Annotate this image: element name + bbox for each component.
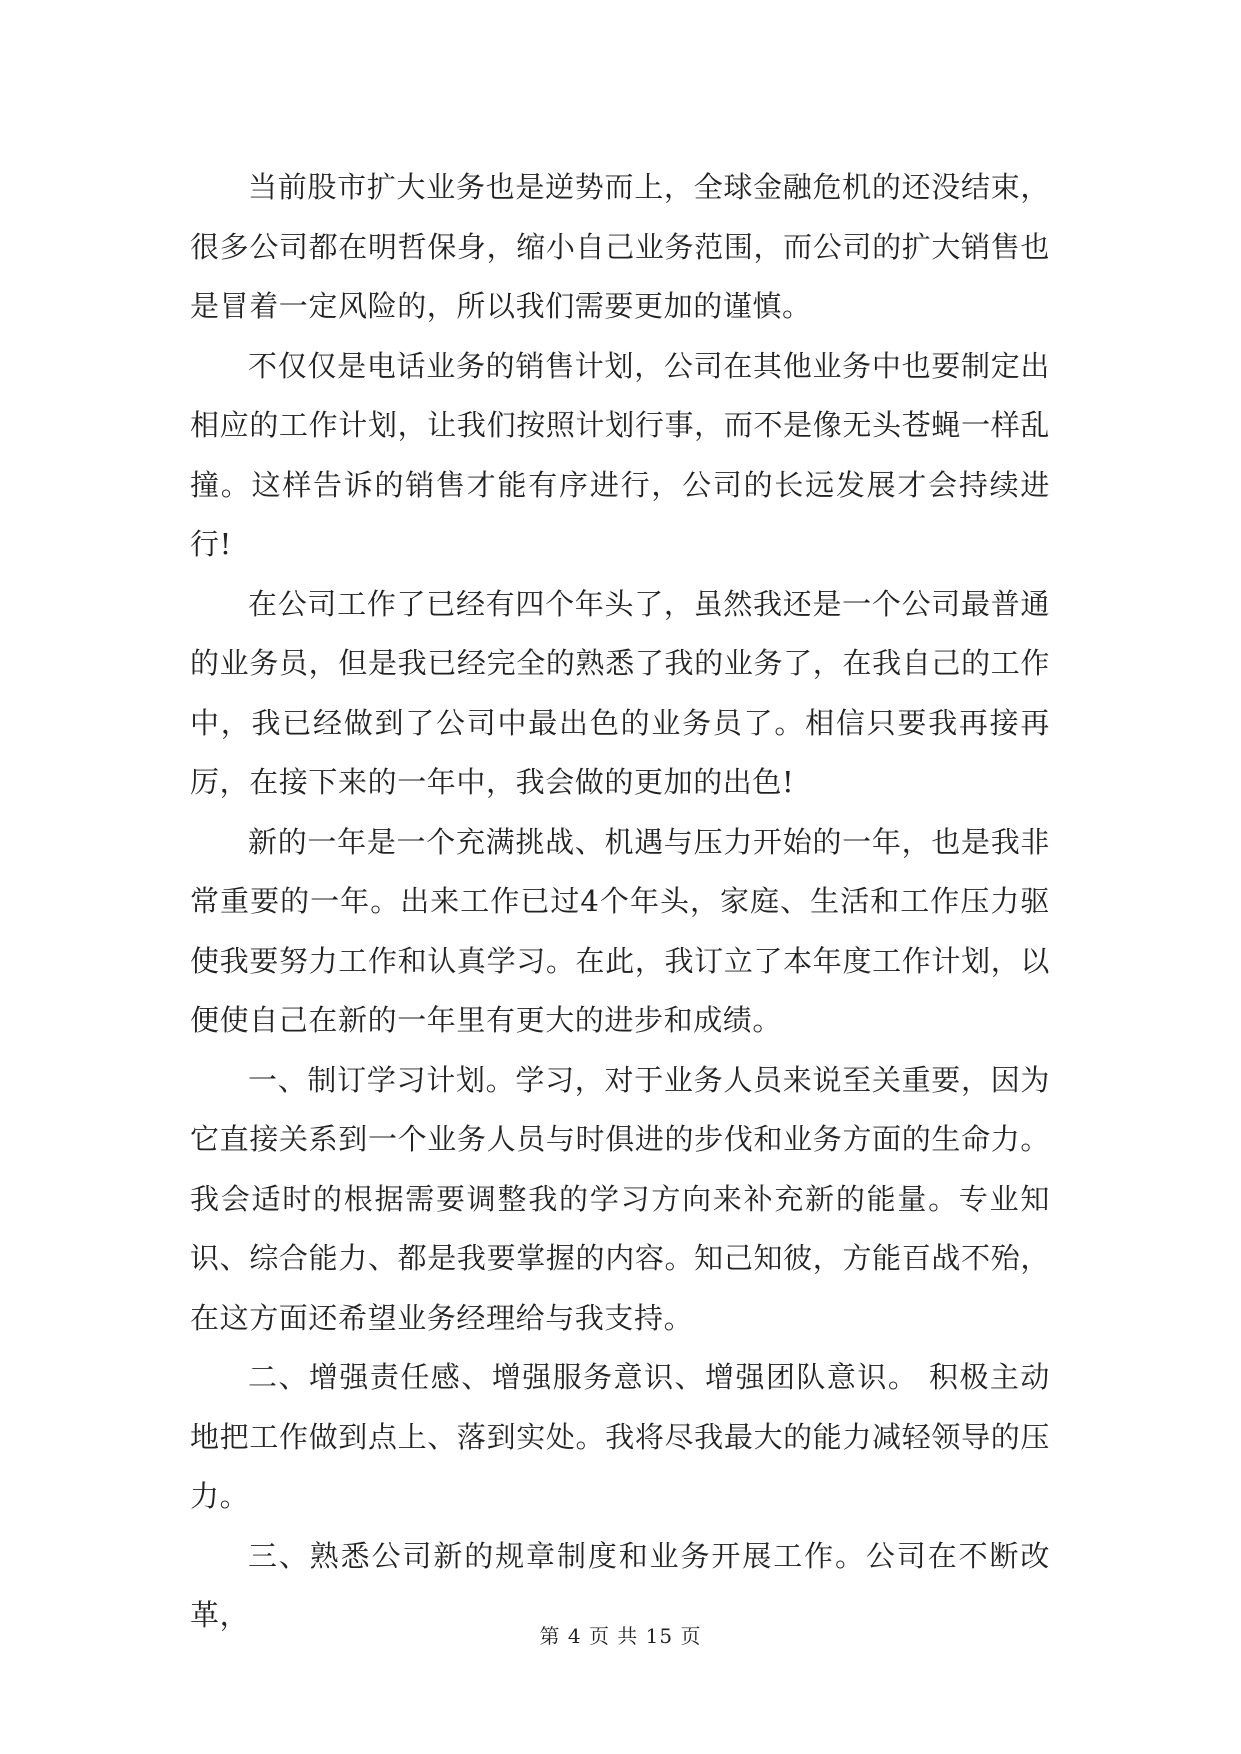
paragraph-5: 一、制订学习计划。学习，对于业务人员来说至关重要，因为它直接关系到一个业务人员与时俱进的步伐和业务方面的生命力。我会适时的根据需要调整我的学习方向来补充新的能量。专业知识、综合能力、都是我要掌握的内容。知己知彼，方能百战不殆，在这方面还希望业务经理给与我支持。 xyxy=(190,1062,1050,1335)
paragraph-6: 二、增强责任感、增强服务意识、增强团队意识。 积极主动地把工作做到点上、落到实处。我将尽我最大的能力减轻领导的压力。 xyxy=(190,1360,1050,1513)
paragraph-2: 不仅仅是电话业务的销售计划，公司在其他业务中也要制定出相应的工作计划，让我们按照计划行事，而不是像无头苍蝇一样乱撞。这样告诉的销售才能有序进行，公司的长远发展才会持续进行! xyxy=(190,348,1050,561)
paragraph-1: 当前股市扩大业务也是逆势而上，全球金融危机的还没结束，很多公司都在明哲保身，缩小自己业务范围，而公司的扩大销售也是冒着一定风险的，所以我们需要更加的谨慎。 xyxy=(190,170,1050,323)
paragraph-3: 在公司工作了已经有四个年头了，虽然我还是一个公司最普通的业务员，但是我已经完全的熟悉了我的业务了，在我自己的工作中，我已经做到了公司中最出色的业务员了。相信只要我再接再厉，在接下来的一年中，我会做的更加的出色! xyxy=(190,586,1050,799)
page-number-footer: 第 4 页 共 15 页 xyxy=(539,1624,702,1648)
document-body xyxy=(190,158,1050,1646)
paragraph-7: 三、熟悉公司新的规章制度和业务开展工作。公司在不断改革， xyxy=(190,1538,1050,1632)
paragraph-4: 新的一年是一个充满挑战、机遇与压力开始的一年，也是我非常重要的一年。出来工作已过4个年头，家庭、生活和工作压力驱使我要努力工作和认真学习。在此，我订立了本年度工作计划，以便使自己在新的一年里有更大的进步和成绩。 xyxy=(190,824,1050,1037)
